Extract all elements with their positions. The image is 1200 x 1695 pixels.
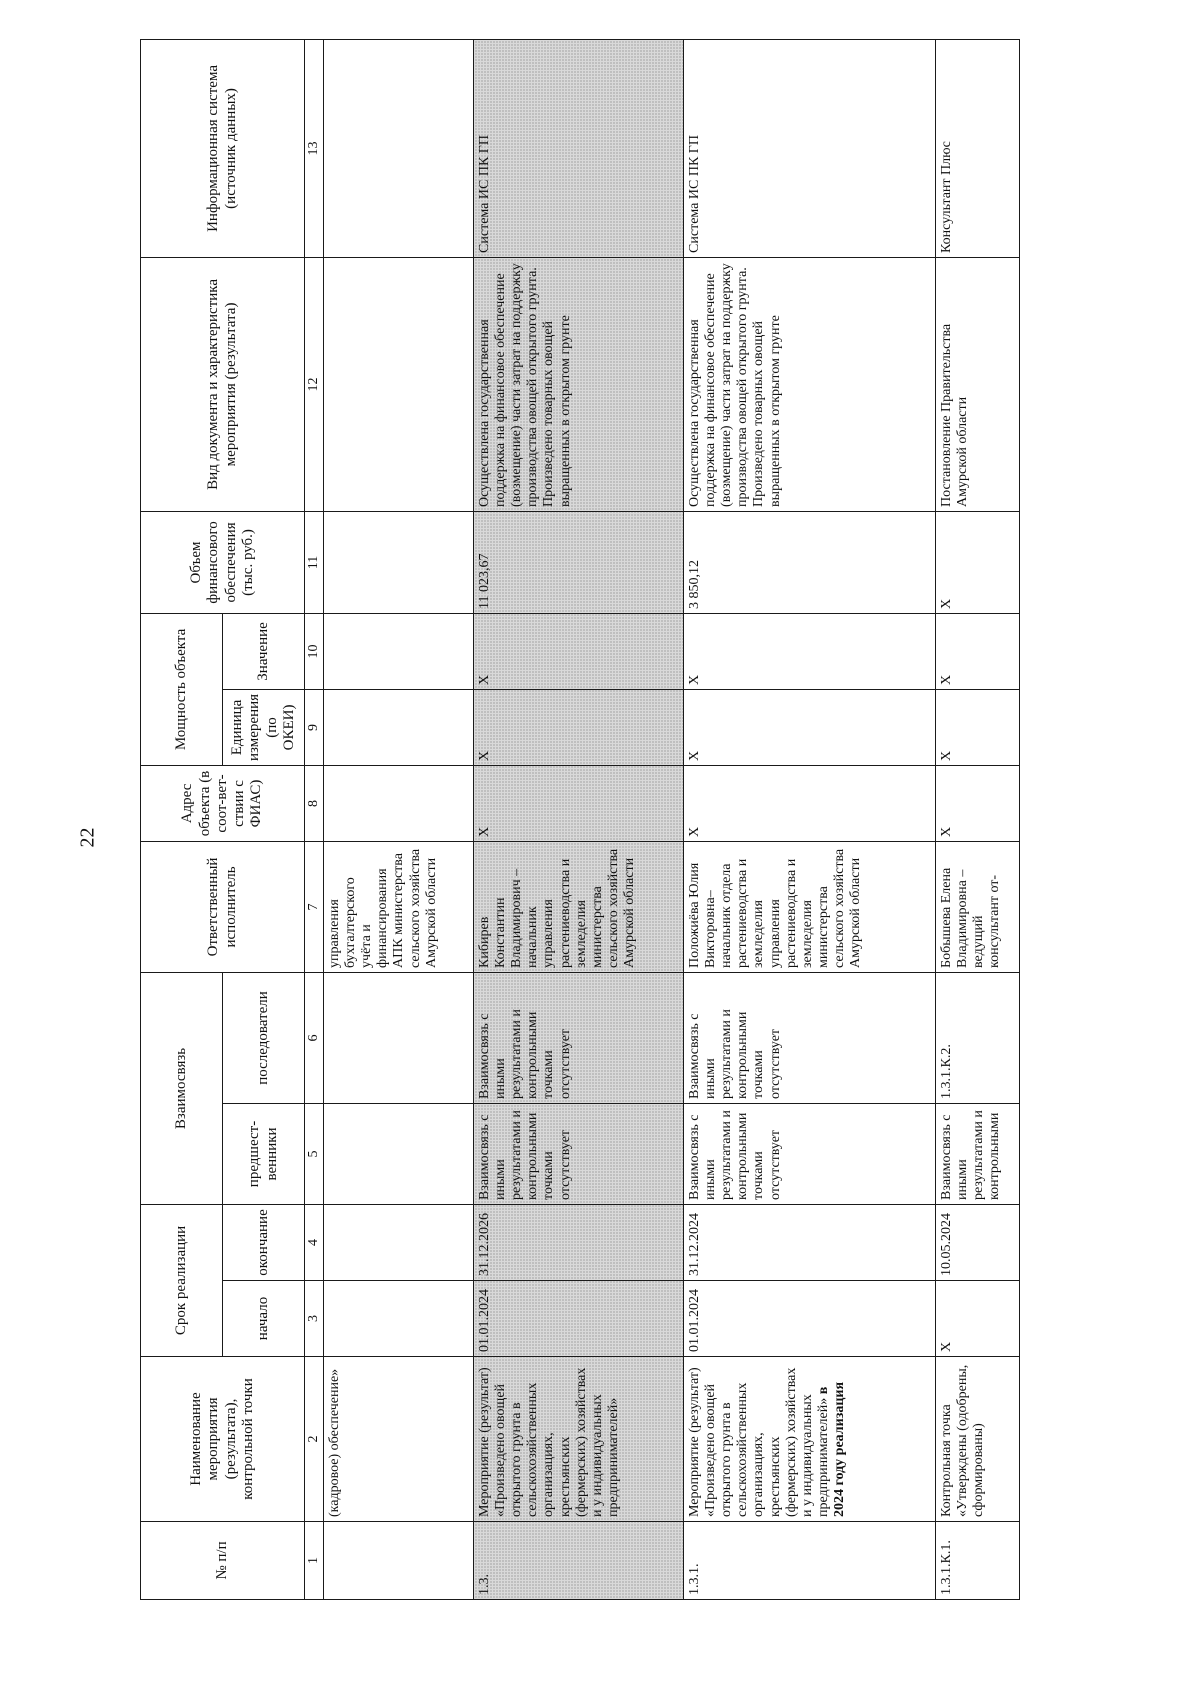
cell-num: 1.3.1.К.1. xyxy=(936,1522,1020,1600)
cell-unit: Х xyxy=(684,689,936,765)
column-number: 2 xyxy=(305,1357,324,1522)
table-row xyxy=(324,39,474,1599)
header-info-system: Информационная система (источник данных) xyxy=(141,39,305,257)
cell-end: 31.12.2024 xyxy=(684,1204,936,1280)
column-number: 6 xyxy=(305,972,324,1103)
header-value: Значение xyxy=(223,613,305,689)
cell-predecessors: Взаимосвязь с иными результатами и контрольными точками отсутствует xyxy=(684,1103,936,1204)
cell-end xyxy=(324,1204,474,1280)
table-row xyxy=(474,39,684,1599)
cell-unit xyxy=(324,689,474,765)
column-number: 7 xyxy=(305,841,324,972)
cell-doc-type: Осуществлена государственная поддержка на финансовое обеспечение (возмещение) части затрат на поддержку производства овощей открытого грунта. Произведено товарных овощей выращенных в открытом грунте xyxy=(684,257,936,511)
cell-num xyxy=(324,1522,474,1600)
cell-info-system: Консультант Плюс xyxy=(936,39,1020,257)
cell-successors: Взаимосвязь с иными результатами и контрольными точками отсутствует xyxy=(684,972,936,1103)
header-relation: Взаимосвязь xyxy=(141,972,223,1204)
header-start: начало xyxy=(223,1281,305,1357)
plan-table xyxy=(140,39,1020,1600)
cell-executor: управления бухгалтерского учёта и финансирования АПК министерства сельского хозяйства Амурской области xyxy=(324,841,474,972)
cell-executor: Положиёва Юлия Викторовна– начальник отдела растениеводства и земледелия управления растениеводства и земледелия министерства сельского хозяйства Амурской области xyxy=(684,841,936,972)
header-finance: Объем финансового обеспечения (тыс. руб.) xyxy=(141,511,305,613)
cell-name-bold: в 2024 году реализация xyxy=(815,1381,847,1517)
column-number: 4 xyxy=(305,1204,324,1280)
cell-name-text: Контрольная точка «Утверждены (одобрены, сформированы) xyxy=(939,1364,987,1517)
cell-finance: 11 023,67 xyxy=(474,511,684,613)
cell-predecessors xyxy=(324,1103,474,1204)
header-end: окончание xyxy=(223,1204,305,1280)
header-name: Наименование мероприятия (результата), контрольной точки xyxy=(141,1357,305,1522)
cell-executor: Кибирев Константин Владимирович – начальник управления растениеводства и земледелия министерства сельского хозяйства Амурской области xyxy=(474,841,684,972)
header-row-1 xyxy=(141,39,223,1599)
cell-doc-type: Постановление Правительства Амурской области xyxy=(936,257,1020,511)
cell-unit: Х xyxy=(474,689,684,765)
column-number: 1 xyxy=(305,1522,324,1600)
cell-successors: 1.3.1.К.2. xyxy=(936,972,1020,1103)
header-num: № п/п xyxy=(141,1522,305,1600)
cell-doc-type: Осуществлена государственная поддержка на финансовое обеспечение (возмещение) части затрат на поддержку производства овощей открытого грунта. Произведено товарных овощей выращенных в открытом грунте xyxy=(474,257,684,511)
column-number: 13 xyxy=(305,39,324,257)
column-number: 3 xyxy=(305,1281,324,1357)
cell-info-system xyxy=(324,39,474,257)
cell-address: Х xyxy=(684,765,936,841)
header-address: Адрес объекта (в соот-вет-ствии с ФИАС) xyxy=(141,765,305,841)
cell-end: 31.12.2026 xyxy=(474,1204,684,1280)
cell-executor: Бобышева Елена Владимировна –ведущий консультант от- xyxy=(936,841,1020,972)
cell-doc-type xyxy=(324,257,474,511)
column-number: 5 xyxy=(305,1103,324,1204)
header-predecessors: предшест-венники xyxy=(223,1103,305,1204)
cell-finance: Х xyxy=(936,511,1020,613)
cell-value: Х xyxy=(474,613,684,689)
cell-start: 01.01.2024 xyxy=(474,1281,684,1357)
cell-name xyxy=(684,1357,936,1522)
cell-name xyxy=(324,1357,474,1522)
cell-start: 01.01.2024 xyxy=(684,1281,936,1357)
cell-predecessors: Взаимосвязь с иными результатами и контрольными xyxy=(936,1103,1020,1204)
cell-name xyxy=(474,1357,684,1522)
cell-unit: Х xyxy=(936,689,1020,765)
cell-successors: Взаимосвязь с иными результатами и контрольными точками отсутствует xyxy=(474,972,684,1103)
cell-num: 1.3.1. xyxy=(684,1522,936,1600)
cell-value: Х xyxy=(936,613,1020,689)
cell-end: 10.05.2024 xyxy=(936,1204,1020,1280)
cell-start: Х xyxy=(936,1281,1020,1357)
cell-value: Х xyxy=(684,613,936,689)
column-number: 8 xyxy=(305,765,324,841)
header-successors: последователи xyxy=(223,972,305,1103)
cell-finance: 3 850,12 xyxy=(684,511,936,613)
cell-address: Х xyxy=(936,765,1020,841)
header-doc-type: Вид документа и характеристика мероприятия (результата) xyxy=(141,257,305,511)
header-executor: Ответственный исполнитель xyxy=(141,841,305,972)
cell-name xyxy=(936,1357,1020,1522)
header-capacity: Мощность объекта xyxy=(141,613,223,765)
cell-finance xyxy=(324,511,474,613)
cell-successors xyxy=(324,972,474,1103)
page-number: 22 xyxy=(76,827,99,848)
cell-address xyxy=(324,765,474,841)
cell-name-text: Мероприятие (результат) «Произведено овощей открытого грунта в сельскохозяйственных организациях, крестьянских (фермерских) хозяйствах и у индивидуальных предпринимателей» xyxy=(477,1367,621,1517)
cell-predecessors: Взаимосвязь с иными результатами и контрольными точками отсутствует xyxy=(474,1103,684,1204)
table-row xyxy=(684,39,936,1599)
column-number-row xyxy=(305,39,324,1599)
cell-value xyxy=(324,613,474,689)
column-number: 9 xyxy=(305,689,324,765)
rotated-table-container xyxy=(140,60,1140,1600)
column-number: 10 xyxy=(305,613,324,689)
column-number: 11 xyxy=(305,511,324,613)
table-row xyxy=(936,39,1020,1599)
cell-num: 1.3. xyxy=(474,1522,684,1600)
cell-address: Х xyxy=(474,765,684,841)
header-term: Срок реализации xyxy=(141,1204,223,1356)
cell-name-text: (кадровое) обеспечение» xyxy=(327,1368,343,1517)
cell-start xyxy=(324,1281,474,1357)
cell-name-text: Мероприятие (результат) «Произведено овощей открытого грунта в сельскохозяйственных организациях, крестьянских (фермерских) хозяйствах и у индивидуальных предпринимателей» xyxy=(687,1367,831,1517)
column-number: 12 xyxy=(305,257,324,511)
cell-info-system: Система ИС ПК ГП xyxy=(684,39,936,257)
cell-info-system: Система ИС ПК ГП xyxy=(474,39,684,257)
header-unit: Единица измерения (по ОКЕИ) xyxy=(223,689,305,765)
